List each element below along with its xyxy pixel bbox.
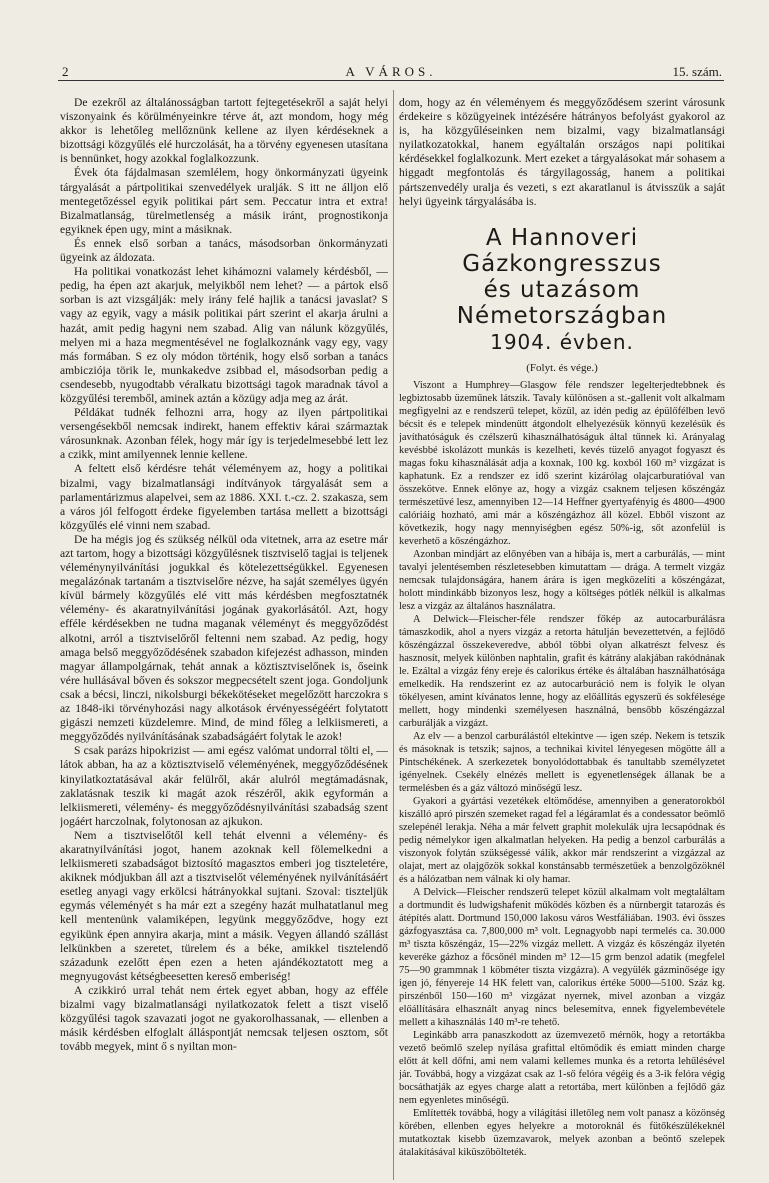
issue-number: 15. szám. — [672, 64, 722, 79]
paragraph: Évek óta fájdalmasan szemlélem, hogy önkormányzati ügyeink tárgyalását a pártpolitikai szenvedélyek uralják. S itt ne álljon elő mentegetőzéssel egyik politikai párt sem. Peccatur intra et extra! Bizalmatlanság, türelmetlenség a másik iránt, prognostikonja egyiknek épen ugy, mint a másiknak. — [60, 166, 388, 236]
header-rule — [58, 80, 724, 81]
paragraph: Gyakori a gyártási vezetékek eltömődése, amennyiben a generatorokból kiszálló apró pirszén szemeket ragad fel a légáramlat és a condessator beömlő szelepénél lerakja. Néha a már felvett graphit molekulák ujra lecsapódnak és pedig némelykor igen alkalmatlan helyeken. Ha pedig a benzol carburálás a viszonyok folytán szükségessé válik, akkor már rendszerint a vizgázzal az olajat, mert az olajgőzök sokkal konstánsabb természetűek a benzolgőzöknél és a hálózatban nem válnak ki oly hamar. — [399, 795, 725, 885]
paragraph: A feltett első kérdésre tehát véleményem az, hogy a politikai bizalmi, vagy bizalmatlansági indítványok tárgyalását sem a parlamentárizmus alapelvei, sem az 1886. XXI. t.-cz. 2. szakasza, sem a város jól felfogott érdeke figyelemben tartása mellett a bizottsági közgyűlés elé vinni nem szabad. — [60, 462, 388, 532]
paragraph: Leginkább arra panaszkodott az üzemvezető mérnök, hogy a retortákba vezető beömlő szelep nyílása grafittal eltömődik és emiatt minden charge előtt át kell dőfni, ami nem valami kellemes munka és a retorta lehűlésével jár. Továbbá, hogy a vizgázat csak az 1-ső felóra végéig és a 3-ik felóra végig bocsáthatják az egyes charge alatt a retortába, mert különben a fejlődő gáz nem egyenletes minőségű. — [399, 1029, 725, 1106]
article-title-line: A Hannoveri Gázkongresszus — [462, 224, 662, 277]
paragraph: S csak parázs hipokrizist — ami egész valómat undorral tölti el, — látok abban, ha az a köztisztviselő véleményének, meggyőződésének kinyilatkoztatásával akár felülről, akár alulról megtámadásnak, zaklatásnak teszik ki magát azok részéről, akik egyformán a lelkiismereti, vélemény- és meggyőződésnyilvánítási szabadság szent jogáért harczolnak, folytonosan az ajkukon. — [60, 744, 388, 828]
paragraph: dom, hogy az én véleményem és meggyőződésem szerint városunk érdekeire s közügyeinek intézésére hátrányos befolyást gyakorol az is, ha közgyűléseinken nem bizalmi, vagy bizalmatlansági nyilatkozatokkal, hanem egyáltalán országos napi politikai kérdésekkel foglalkozunk. Mert ezeket a tárgyalásokat már sohasem a higgadt megfontolás és tárgyilagosság, hanem a politikai pártszenvedély uralja és vezeti, s ezt akaratlanul is átvisszük a saját helyi ügyeink tárgyalásába is. — [399, 96, 725, 208]
paragraph: A czikkiró urral tehát nem értek egyet abban, hogy az efféle bizalmi vagy bizalmatlansági nyilatkozatok felett a tiszt viselő közgyűlési tagok szavazati jogot ne gyakorolhassanak, — ellenben a másik kérdésben elfoglalt álláspontját nemcsak teljesen osztom, sőt tovább megyek, mint ő s nyiltan mon- — [60, 983, 388, 1054]
paragraph: Azonban mindjárt az előnyében van a hibája is, mert a carburálás, — mint tavalyi jelentésemben részletesebben kimutattam — drága. A termelt vizgáz nemcsak tulajdonságára, hanem árára is igen megközelíti a kőszéngázat, holott mindinkább bizonyos lesz, hogy a költséges pótlék nélkül is alkalmas lesz a vizgáz az általános használatra. — [399, 548, 725, 612]
paragraph: Példákat tudnék felhozni arra, hogy az ilyen pártpolitikai versengésekből nemcsak indirekt, hanem effektiv kárai származtak városunknak. Azonban félek, hogy már így is terjedelmesebbé lett lez a czikk, mint amilyennek lennie kellene. — [60, 406, 388, 462]
article-title-year: 1904. évben. — [490, 329, 634, 354]
column-divider — [393, 90, 394, 1180]
paragraph: A Delvick—Fleischer rendszerű telepet közül alkalmam volt megtaláltam a dortmundit és ludwigshafenit működés közben és a nürnbergit tatarozás és átépítés alatt. Dortmund 150,000 lakosu város Westfáliában. 1903. évi összes gázfogyasztása ca. 7,800,000 m³ volt. Legnagyobb napi termelés ca. 30.000 m³ tiszta kőszéngáz, 15—22% vizgáz mellett. A vizgáz és kőszéngáz ilyetén keveréke gázhoz a főcsőnél minden m³ 12—15 grm benzol adatik (megfelel 75—90 grammnak 1 köbméter tiszta vizgázra). A vegyülék gázminősége igy igen jó, fényereje 14 HK felett van, calorikus értéke 5000—5100. Száz kg. pirszénből 150—160 m³ vizgázat nyernek, mivel azonban a vizgáz előállítására elhasznált anyag nincs belesemítva, ennek figyelembevétele mellett a kihasználás 140 m³-re tehető. — [399, 886, 725, 1028]
paragraph: Viszont a Humphrey—Glasgow féle rendszer legelterjedtebbnek és legbiztosabb üzeműnek látszik. Tavaly különösen a st.-gallenit volt alkalmam megfigyelni az e rendszerű telepet, közül, az idén pedig az épülőfélben levő bécsit és e telepek mindenütt átgondolt elhelyezésük könnyű kezelésük és javíthatóságuk és czélszerű kihasználhatóságuk által tűnnek ki. Arányalag kevésbbé iskolázott munkás is kezelheti, kevés tüzelő anyagot fogyaszt és magas foku kihasználását adja a koxnak, 100 kg. koxból 160 m³ vizgázat is kaphatunk. Ez a rendszer ez idő szerint kizárólag olajcarburatióval van összekötve. Ennek előnye az, hogy a vizgáz csaknem teljesen kőszéngáz természetűvé lesz, amennyiben 12—14 Heffner gyertyafényig és 4800—4900 calóriáig hozható, ami már a kőszéngázhoz áll közel. Ebből viszont az következik, hogy nagy mennyiségben egész 50%-ig, sőt azonfelül is keverhető a kőszéngázhoz. — [399, 379, 725, 547]
left-column — [60, 96, 388, 1181]
paragraph: És ennek első sorban a tanács, másodsorban önkormányzati ügyeink az áldozata. — [60, 236, 388, 265]
article-title-line: és utazásom Németországban — [456, 276, 668, 329]
paragraph: De ha mégis jog és szükség nélkül oda vitetnek, arra az esetre már azt tartom, hogy a bizottsági közgyűlésnek tisztviselő tagjai is teljenek véleménynyilvánítási jogukkal és kötelezettségükkel. Egyenesen megalázónak tartanám a tisztviselőre nézve, ha saját személyes ügyén kívül bármely közgyűlés elé vitt más kérdésben megfosztatnék vélemény- és akaratnyilvánítási jogának gyakorlásától. Azt, hogy efféle kérdésekben ne tudna maganak véleményt és meggyőződést alkotni, arról a tisztviselőről feltenni nem szabad. Az pedig, hogy amaga belső meggyőződésének szabadon kifejezést adhasson, minden magyar állampolgárnak, tehát annak a köztisztviselőnek is, őseink vére hullásával bőven és sokszor megpecsételt szent joga. Gondoljunk csak a bécsi, linczi, nikolsburgi békekötéseket megelőzött harczokra s az 1848-iki törvényhozási nagy alkotások érvényességéért folytatott gigászi nemzeti küzdelemre. Mind, de mind főleg a lelkiismereti, a meggyőződés nyilvánításának szabadságáért folytak le azok! — [60, 532, 388, 744]
paragraph: Említették továbbá, hogy a világítási illetőleg nem volt panasz a közönség körében, ellenben egyes helyekre a motoroknál és fütőkészülékeknél mutatkoztak kisebb üzemzavarok, melyek azonban a beöntő szelepek átalakításával kiküszöbölteték. — [399, 1107, 725, 1158]
page-header — [58, 64, 724, 84]
newspaper-title: A VÁROS. — [345, 64, 437, 79]
paragraph: De ezekről az általánosságban tartott fejtegetésekről a saját helyi viszonyaink és körülményeinkre térve át, azt mondom, hogy még akkor is lehetőleg mellőznünk kellene az ilyen kérdéseknek a bizottsági közgyűlés elé hurczolását, ha a törvény egyenesen utasítana is bennünket, hogy azokkal foglalkozzunk. — [60, 96, 388, 166]
paragraph: Az elv — a benzol carburálástól eltekintve — igen szép. Nekem is tetszik és másoknak is tetszik; sajnos, a technikai kivitel lényegesen mögötte áll a Pintschékének. A szerkezetek bonyolódottabbak és tanultabb személyzetet igényelnek. Csekély elnézés mellett is egyenetlenségek állanak be a termelésben és a gáz változó minőségű lesz. — [399, 730, 725, 794]
paragraph: Ha politikai vonatkozást lehet kihámozni valamely kérdésből, — pedig, ha épen azt akarjuk, melyikből nem lehet? — a pártok első sorban is azt vizsgálják: mely irány felé hajlik a tanácsi javaslat? S vagy az egyik, vagy a másik politikai párt szerint el akarja árulni a hazát, amit pedig hagyni nem szabad. Alig van nálunk közgyűlés, melyen mi a haza megmentésével ne foglalkoznánk vagy egy, vagy más formában. S ez oly módon történik, hogy első sorban a tanács ambicziója törik le, munkakedve zsibbad el, másodsorban pedig a csendesebb, nyugodtabb véralkatu bizottsági tagok maradnak távol a közgyűlési teremből, aminek aztán a közügy adja meg az árát. — [60, 265, 388, 405]
page-number: 2 — [62, 64, 69, 79]
paragraph: A Delwick—Fleischer-féle rendszer főkép az autocarburálásra támaszkodik, ahol a nyers vizgáz a retorta hátulján bevezettetvén, a fejlődő kőszéngázzal összekeveredve, abból többi olyan alkatrészt felvesz és hasznosít, melyek különben naphtalin, grafit és kátrány alakjában rakódnának le. Ezáltal a vizgáz fény ereje és calorikus értéke és általában használhatósága emelkedik. Ha rendszerint ez az autocarburáció nem is folyik le olyan tökélyesen, amint kívánatos lenne, hogy az előállítás egyszerű és sokfélesége mellett, hogy mindenki személyesen használná, bensőbb kőszéngázzal carburálják a vizgázt. — [399, 613, 725, 729]
article-subheading: (Folyt. és vége.) — [526, 361, 598, 374]
article-heading — [399, 225, 725, 375]
paragraph: Nem a tisztviselőtől kell tehát elvenni a vélemény- és akaratnyilvánítási jogot, hanem azoknak kell fölemelkedni a lelkiismereti szabadságot biztosító magasztos emberi jog tiszteletére, akiknek módjukban áll azt a tisztviselőt véleményének nyilvánításáért esetleg anyagi vagy erkölcsi hátrányokkal sujtani. Szoval: tiszteljük egymás véleményét s ha már ezt a szegény hazát mulhatatlanul meg kell mentenünk valamiképen, legyünk meggyőződve, hogy ezt egyikünk épen annyira akarja, mint a másik. Vegyen állandó szállást lelkünkben a szeretet, türelem és a béke, amikkel tisztelendő századunk ezelőtt épen ezen a heten ajándékoztatott meg a megnyugovást kétségbeesetten kereső emberiség! — [60, 828, 388, 983]
right-column — [399, 96, 725, 1181]
article-body — [399, 379, 725, 1159]
